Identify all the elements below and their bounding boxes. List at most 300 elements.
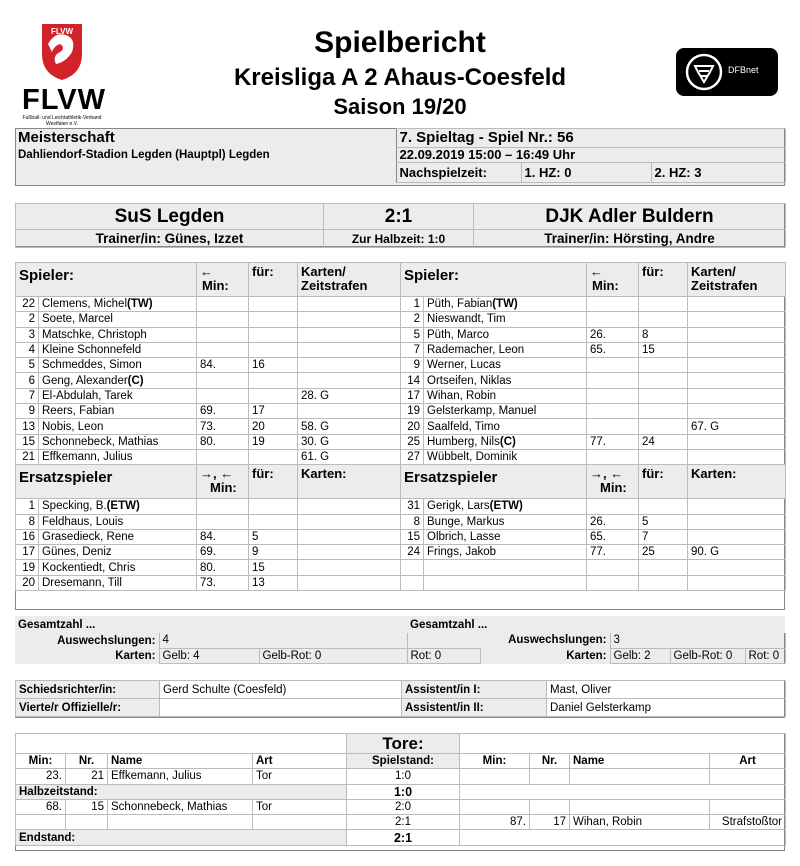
goal-row — [16, 799, 786, 814]
home-goal-name: Schonnebeck, Mathias — [108, 799, 253, 814]
away-player-name — [424, 419, 587, 434]
fourth-official-name — [160, 699, 402, 717]
away-goal-min — [460, 799, 530, 814]
away-player-for — [639, 499, 688, 514]
home-player-cards — [298, 560, 401, 575]
home-min-header — [197, 465, 249, 499]
away-player-min: 26. — [587, 514, 639, 529]
away-coach: Trainer/in: Hörsting, Andre — [474, 230, 786, 248]
away-player-nr: 2 — [401, 312, 424, 327]
player-name-text: Gerigk, Lars — [427, 500, 490, 513]
player-role-tag: (TW) — [492, 298, 518, 311]
player-name-text: Schmeddes, Simon — [42, 359, 142, 372]
lineup-row — [16, 312, 786, 327]
goal-score: 2:0 — [347, 799, 460, 814]
home-player-name — [39, 449, 197, 464]
player-name-text: Gelsterkamp, Manuel — [427, 405, 537, 418]
totals — [15, 616, 786, 664]
halftime-row-score: 1:0 — [347, 784, 460, 799]
goal-row — [16, 769, 786, 784]
home-player-min — [197, 327, 249, 342]
away-totals-label: Gesamtzahl ... — [407, 616, 785, 633]
home-goal-type: Tor — [253, 799, 347, 814]
home-goal-min: 68. — [16, 799, 66, 814]
totals-subs-row — [15, 633, 785, 648]
home-player-nr: 4 — [16, 342, 39, 357]
home-player-cards — [298, 499, 401, 514]
home-goal-min: 23. — [16, 769, 66, 784]
away-player-name — [424, 499, 587, 514]
home-player-for — [249, 327, 298, 342]
away-goal-type-header: Art — [710, 754, 786, 769]
goals-title-row — [16, 734, 786, 754]
away-min-header — [587, 263, 639, 297]
away-cards-header — [688, 465, 786, 499]
player-name-text: Ortseifen, Niklas — [427, 374, 512, 387]
home-player-for — [249, 499, 298, 514]
home-player-name — [39, 404, 197, 419]
away-goal-min — [460, 769, 530, 784]
flvw-logo-subtext: Fußball- und Leichtathletik-Verband Westfalen e.V. — [22, 115, 102, 127]
away-player-cards — [688, 297, 786, 312]
away-player-nr: 15 — [401, 529, 424, 544]
min-label: Min: — [592, 278, 619, 293]
away-player-min: 65. — [587, 342, 639, 357]
away-player-for — [639, 312, 688, 327]
player-role-tag: (ETW) — [106, 500, 140, 513]
home-player-nr: 20 — [16, 575, 39, 590]
home-player-nr: 1 — [16, 499, 39, 514]
home-player-cards — [298, 373, 401, 388]
home-player-min — [197, 514, 249, 529]
player-role-tag: (TW) — [127, 298, 153, 311]
home-player-for: 16 — [249, 358, 298, 373]
away-min-header — [587, 465, 639, 499]
goal-score: 1:0 — [347, 769, 460, 784]
dfb-eagle-icon — [684, 52, 724, 92]
away-for-header: für: — [639, 465, 688, 499]
match-info — [15, 128, 786, 183]
stoppage-h2: 2. HZ: 3 — [651, 163, 785, 183]
away-goal-type — [710, 799, 786, 814]
home-yellow-count: Gelb: 4 — [159, 648, 259, 663]
home-player-min — [197, 312, 249, 327]
away-player-cards — [688, 434, 786, 449]
home-team: SuS Legden — [16, 204, 324, 230]
away-player-name — [424, 358, 587, 373]
away-player-min — [587, 312, 639, 327]
home-player-for: 15 — [249, 560, 298, 575]
home-players-title: Spieler: — [16, 263, 197, 297]
away-player-min — [587, 297, 639, 312]
home-player-for — [249, 312, 298, 327]
lineup-row — [16, 342, 786, 357]
lineup-row — [16, 575, 786, 590]
home-player-min: 80. — [197, 560, 249, 575]
goals-title: Tore: — [347, 734, 460, 754]
away-player-nr: 5 — [401, 327, 424, 342]
away-player-nr: 8 — [401, 514, 424, 529]
home-player-nr: 16 — [16, 529, 39, 544]
home-player-for: 19 — [249, 434, 298, 449]
away-player-nr: 7 — [401, 342, 424, 357]
flvw-logo-text: FLVW — [22, 84, 106, 116]
home-player-cards: 28. G — [298, 388, 401, 403]
home-player-cards — [298, 297, 401, 312]
home-subs-count: 4 — [159, 633, 407, 648]
home-player-cards: 61. G — [298, 449, 401, 464]
away-player-name — [424, 312, 587, 327]
home-player-name — [39, 373, 197, 388]
lineup-row — [16, 297, 786, 312]
home-player-min — [197, 342, 249, 357]
home-subs-title: Ersatzspieler — [16, 465, 197, 499]
player-name-text: Humberg, Nils — [427, 435, 500, 448]
player-name-text: Dresemann, Till — [42, 576, 122, 589]
cards-label: Karten: — [301, 466, 347, 482]
min-label: Min: — [202, 278, 229, 293]
away-player-min — [587, 404, 639, 419]
away-player-nr: 17 — [401, 388, 424, 403]
player-name-text: Geng, Alexander — [42, 374, 128, 387]
halftime-result: Zur Halbzeit: 1:0 — [324, 230, 474, 248]
lineups — [15, 262, 786, 591]
lineup-row — [16, 327, 786, 342]
player-name-text: Bunge, Markus — [427, 515, 505, 528]
away-player-nr — [401, 575, 424, 590]
home-for-header: für: — [249, 465, 298, 499]
home-player-name — [39, 388, 197, 403]
away-goal-min: 87. — [460, 815, 530, 830]
away-players-title: Spieler: — [401, 263, 587, 297]
flvw-logo — [22, 22, 106, 127]
home-player-name — [39, 419, 197, 434]
home-player-for — [249, 342, 298, 357]
home-player-nr: 13 — [16, 419, 39, 434]
player-name-text: Grasedieck, Rene — [42, 531, 135, 543]
season-title: Saison 19/20 — [333, 94, 467, 119]
home-player-nr: 22 — [16, 297, 39, 312]
away-player-nr: 31 — [401, 499, 424, 514]
player-name-text: Werner, Lucas — [427, 359, 501, 372]
dfbnet-logo — [676, 48, 778, 96]
home-subs-label: Auswechslungen: — [15, 633, 159, 648]
away-player-for: 8 — [639, 327, 688, 342]
matchday: 7. Spieltag - Spiel Nr.: 56 — [396, 129, 785, 148]
away-player-cards — [688, 312, 786, 327]
away-player-min — [587, 373, 639, 388]
away-player-for: 15 — [639, 342, 688, 357]
home-player-nr: 6 — [16, 373, 39, 388]
away-player-for — [639, 358, 688, 373]
home-player-cards: 30. G — [298, 434, 401, 449]
home-player-nr: 19 — [16, 560, 39, 575]
stoppage-h1: 1. HZ: 0 — [521, 163, 651, 183]
league-title: Kreisliga A 2 Ahaus-Coesfeld — [233, 64, 567, 91]
home-player-for — [249, 514, 298, 529]
home-player-for — [249, 449, 298, 464]
min-arrow-label: →, ← — [200, 466, 234, 482]
home-player-cards — [298, 529, 401, 544]
away-goal-nr — [530, 769, 570, 784]
away-player-name — [424, 434, 587, 449]
totals-title-row — [15, 616, 785, 633]
home-player-name — [39, 560, 197, 575]
away-player-min — [587, 419, 639, 434]
player-name-text: Günes, Deniz — [42, 546, 112, 559]
away-goal-nr-header: Nr. — [530, 754, 570, 769]
goal-score-header: Spielstand: — [347, 754, 460, 769]
home-player-cards — [298, 514, 401, 529]
away-player-min: 26. — [587, 327, 639, 342]
home-player-min — [197, 388, 249, 403]
away-player-name — [424, 575, 587, 590]
lineup-row — [16, 560, 786, 575]
home-player-nr: 17 — [16, 545, 39, 560]
home-coach: Trainer/in: Günes, Izzet — [16, 230, 324, 248]
away-player-name — [424, 514, 587, 529]
away-cards-header — [688, 263, 786, 297]
final-row-score: 2:1 — [347, 830, 460, 845]
away-player-name — [424, 297, 587, 312]
away-goal-nr — [530, 799, 570, 814]
away-goal-min-header: Min: — [460, 754, 530, 769]
home-player-for: 13 — [249, 575, 298, 590]
player-name-text: Matschke, Christoph — [42, 328, 147, 341]
away-yellow-count: Gelb: 2 — [610, 648, 670, 663]
home-player-nr: 2 — [16, 312, 39, 327]
away-player-min — [587, 449, 639, 464]
player-name-text: Effkemann, Julius — [42, 451, 133, 464]
home-goal-type: Tor — [253, 769, 347, 784]
home-player-cards — [298, 358, 401, 373]
home-totals-label: Gesamtzahl ... — [15, 616, 407, 633]
away-player-min — [587, 358, 639, 373]
flvw-crest-icon — [22, 22, 102, 82]
away-player-for: 5 — [639, 514, 688, 529]
away-cards-label: Karten: — [480, 648, 610, 663]
lineup-row — [16, 434, 786, 449]
away-player-for — [639, 449, 688, 464]
away-player-for: 7 — [639, 529, 688, 544]
assistant1-name: Mast, Oliver — [547, 681, 786, 699]
home-player-name — [39, 342, 197, 357]
match-result: 2:1 — [324, 204, 474, 230]
home-player-cards: 58. G — [298, 419, 401, 434]
home-cards-header — [298, 465, 401, 499]
home-player-nr: 9 — [16, 404, 39, 419]
player-role-tag: (C) — [127, 374, 144, 387]
player-name-text: Clemens, Michel — [42, 298, 127, 311]
player-name-text: Kockentiedt, Chris — [42, 561, 136, 574]
home-goal-nr: 15 — [66, 799, 108, 814]
dfbnet-label: DFBnet — [728, 65, 759, 75]
home-player-min: 69. — [197, 545, 249, 560]
venue: Dahliendorf-Stadion Legden (Hauptpl) Legden — [18, 149, 270, 162]
away-player-name — [424, 560, 587, 575]
away-player-cards — [688, 373, 786, 388]
home-player-min — [197, 449, 249, 464]
lineup-row — [16, 449, 786, 464]
min-arrow-label: →, ← — [590, 466, 624, 482]
away-goal-nr: 17 — [530, 815, 570, 830]
lineup-row — [16, 419, 786, 434]
home-goal-nr: 21 — [66, 769, 108, 784]
home-goal-name-header: Name — [108, 754, 253, 769]
home-goal-nr — [66, 815, 108, 830]
away-player-name — [424, 529, 587, 544]
home-red-count: Rot: 0 — [407, 648, 480, 663]
away-player-min — [587, 575, 639, 590]
goal-row — [16, 815, 786, 830]
home-player-for: 17 — [249, 404, 298, 419]
home-goal-min-header: Min: — [16, 754, 66, 769]
away-player-name — [424, 388, 587, 403]
home-player-name — [39, 499, 197, 514]
player-name-text: El-Abdulah, Tarek — [42, 389, 133, 402]
lineup-row — [16, 499, 786, 514]
lineup-row — [16, 388, 786, 403]
home-player-cards — [298, 575, 401, 590]
lineup-row — [16, 358, 786, 373]
away-goal-name — [570, 769, 710, 784]
away-player-nr: 9 — [401, 358, 424, 373]
away-player-nr: 25 — [401, 434, 424, 449]
away-player-min: 77. — [587, 545, 639, 560]
lineup-row — [16, 545, 786, 560]
lineup-row — [16, 529, 786, 544]
home-player-min: 84. — [197, 529, 249, 544]
lineup-row — [16, 404, 786, 419]
home-player-nr: 7 — [16, 388, 39, 403]
away-player-for — [639, 388, 688, 403]
home-player-name — [39, 545, 197, 560]
lineup-row — [16, 514, 786, 529]
home-player-nr: 21 — [16, 449, 39, 464]
assistant1-label: Assistent/in I: — [402, 681, 547, 699]
stoppage-label: Nachspielzeit: — [396, 163, 521, 183]
home-cards-header — [298, 263, 401, 297]
away-player-name — [424, 404, 587, 419]
away-player-cards — [688, 529, 786, 544]
away-player-nr: 1 — [401, 297, 424, 312]
min-arrow-label: ← — [590, 264, 603, 279]
player-role-tag: (C) — [499, 435, 516, 448]
home-player-for: 9 — [249, 545, 298, 560]
home-player-cards — [298, 545, 401, 560]
player-name-text: Specking, B. — [42, 500, 107, 513]
away-player-cards — [688, 358, 786, 373]
away-player-name — [424, 373, 587, 388]
home-player-nr: 3 — [16, 327, 39, 342]
player-name-text: Püth, Marco — [427, 328, 489, 341]
final-row — [16, 830, 786, 845]
fourth-official-label: Vierte/r Offizielle/r: — [16, 699, 160, 717]
player-name-text: Nieswandt, Tim — [427, 313, 506, 326]
goal-score: 2:1 — [347, 815, 460, 830]
totals-cards-row — [15, 648, 785, 663]
svg-text:FLVW: FLVW — [50, 27, 74, 36]
home-player-min — [197, 499, 249, 514]
away-player-cards — [688, 327, 786, 342]
home-player-name — [39, 575, 197, 590]
home-player-nr: 15 — [16, 434, 39, 449]
player-name-text: Feldhaus, Louis — [42, 515, 124, 528]
player-name-text: Wihan, Robin — [427, 389, 497, 402]
goals — [15, 733, 786, 846]
away-player-cards — [688, 560, 786, 575]
away-player-min — [587, 560, 639, 575]
away-player-for — [639, 419, 688, 434]
player-name-text: Püth, Fabian — [427, 298, 493, 311]
away-goal-name: Wihan, Robin — [570, 815, 710, 830]
home-player-nr: 8 — [16, 514, 39, 529]
away-player-cards — [688, 342, 786, 357]
assistant2-name: Daniel Gelsterkamp — [547, 699, 786, 717]
home-player-min — [197, 297, 249, 312]
home-goal-type — [253, 815, 347, 830]
goals-header-row — [16, 754, 786, 769]
away-player-cards — [688, 499, 786, 514]
away-player-nr: 24 — [401, 545, 424, 560]
away-player-nr — [401, 560, 424, 575]
player-name-text: Schonnebeck, Mathias — [42, 435, 159, 448]
away-goal-type: Strafstoßtor — [710, 815, 786, 830]
player-name-text: Rademacher, Leon — [427, 344, 525, 357]
home-player-name — [39, 312, 197, 327]
player-name-text: Nobis, Leon — [42, 420, 104, 433]
home-player-for — [249, 297, 298, 312]
cards-label: Karten: — [691, 466, 737, 482]
home-goal-name — [108, 815, 253, 830]
min-arrow-label: ← — [200, 264, 213, 279]
away-player-for — [639, 297, 688, 312]
away-goal-name — [570, 799, 710, 814]
away-player-for: 24 — [639, 434, 688, 449]
player-name-text: Frings, Jakob — [427, 546, 497, 559]
cards-label: Karten/ — [691, 264, 736, 279]
away-goal-type — [710, 769, 786, 784]
home-goal-nr-header: Nr. — [66, 754, 108, 769]
home-player-cards — [298, 327, 401, 342]
home-player-name — [39, 514, 197, 529]
away-player-min — [587, 388, 639, 403]
home-player-min: 73. — [197, 575, 249, 590]
away-goal-name-header: Name — [570, 754, 710, 769]
officials — [15, 680, 786, 717]
penalties-label: Zeitstrafen — [691, 278, 758, 293]
away-player-nr: 19 — [401, 404, 424, 419]
away-player-name — [424, 545, 587, 560]
player-name-text: Olbrich, Lasse — [427, 531, 501, 543]
player-name-text: Wübbelt, Dominik — [427, 451, 518, 464]
home-cards-label: Karten: — [15, 648, 159, 663]
home-player-cards — [298, 312, 401, 327]
away-player-for — [639, 560, 688, 575]
away-player-min: 77. — [587, 434, 639, 449]
away-player-name — [424, 449, 587, 464]
penalties-label: Zeitstrafen — [301, 278, 368, 293]
away-player-nr: 14 — [401, 373, 424, 388]
home-yellowred-count: Gelb-Rot: 0 — [259, 648, 407, 663]
home-goal-min — [16, 815, 66, 830]
min-label: Min: — [210, 480, 237, 496]
away-player-cards — [688, 388, 786, 403]
subs-header-row — [16, 465, 786, 499]
away-player-cards — [688, 449, 786, 464]
home-player-nr: 5 — [16, 358, 39, 373]
home-player-min: 73. — [197, 419, 249, 434]
